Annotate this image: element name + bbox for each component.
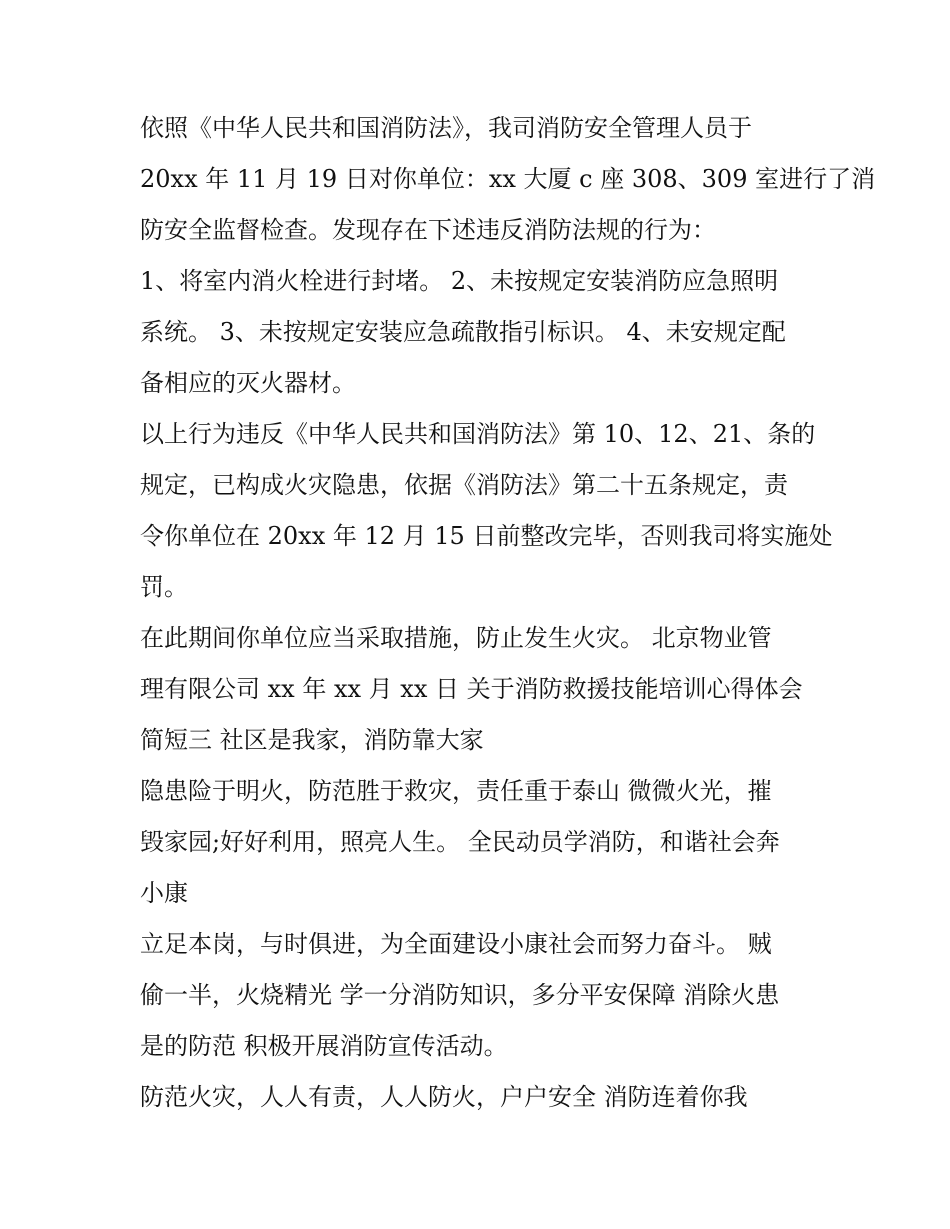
text-line: 依照《中华人民共和国消防法》，我司消防安全管理人员于 (140, 114, 752, 142)
text-line: 毁家园;好好利用，照亮人生。 全民动员学消防，和谐社会奔 (140, 828, 780, 856)
text-line: 小康 (140, 879, 188, 907)
text-line: 隐患险于明火，防范胜于救灾，责任重于泰山 微微火光，摧 (140, 777, 772, 805)
text-line: 令你单位在 20xx 年 12 月 15 日前整改完毕，否则我司将实施处 (140, 522, 833, 550)
text-line: 20xx 年 11 月 19 日对你单位：xx 大厦 c 座 308、309 室进行了消 (140, 165, 876, 193)
text-line: 罚。 (140, 573, 188, 601)
text-line: 是的防范 积极开展消防宣传活动。 (140, 1032, 508, 1060)
text-line: 系统。 3、未按规定安装应急疏散指引标识。 4、未安规定配 (140, 318, 786, 346)
text-line: 以上行为违反《中华人民共和国消防法》第 10、12、21、条的 (140, 420, 816, 448)
text-line: 规定，已构成火灾隐患，依据《消防法》第二十五条规定，责 (140, 471, 788, 499)
text-line: 防安全监督检查。发现存在下述违反消防法规的行为： (140, 216, 716, 244)
text-line: 立足本岗，与时俱进，为全面建设小康社会而努力奋斗。 贼 (140, 930, 772, 958)
text-line: 防范火灾，人人有责，人人防火，户户安全 消防连着你我 (140, 1083, 748, 1111)
text-line: 理有限公司 xx 年 xx 月 xx 日 关于消防救援技能培训心得体会 (140, 675, 803, 703)
text-line: 1、将室内消火栓进行封堵。 2、未按规定安装消防应急照明 (140, 267, 779, 295)
text-line: 偷一半，火烧精光 学一分消防知识，多分平安保障 消除火患 (140, 981, 780, 1009)
body-text (140, 103, 876, 1123)
text-line: 备相应的灭火器材。 (140, 369, 356, 397)
text-line: 在此期间你单位应当采取措施，防止发生火灾。 北京物业管 (140, 624, 772, 652)
text-line: 简短三 社区是我家，消防靠大家 (140, 726, 484, 754)
